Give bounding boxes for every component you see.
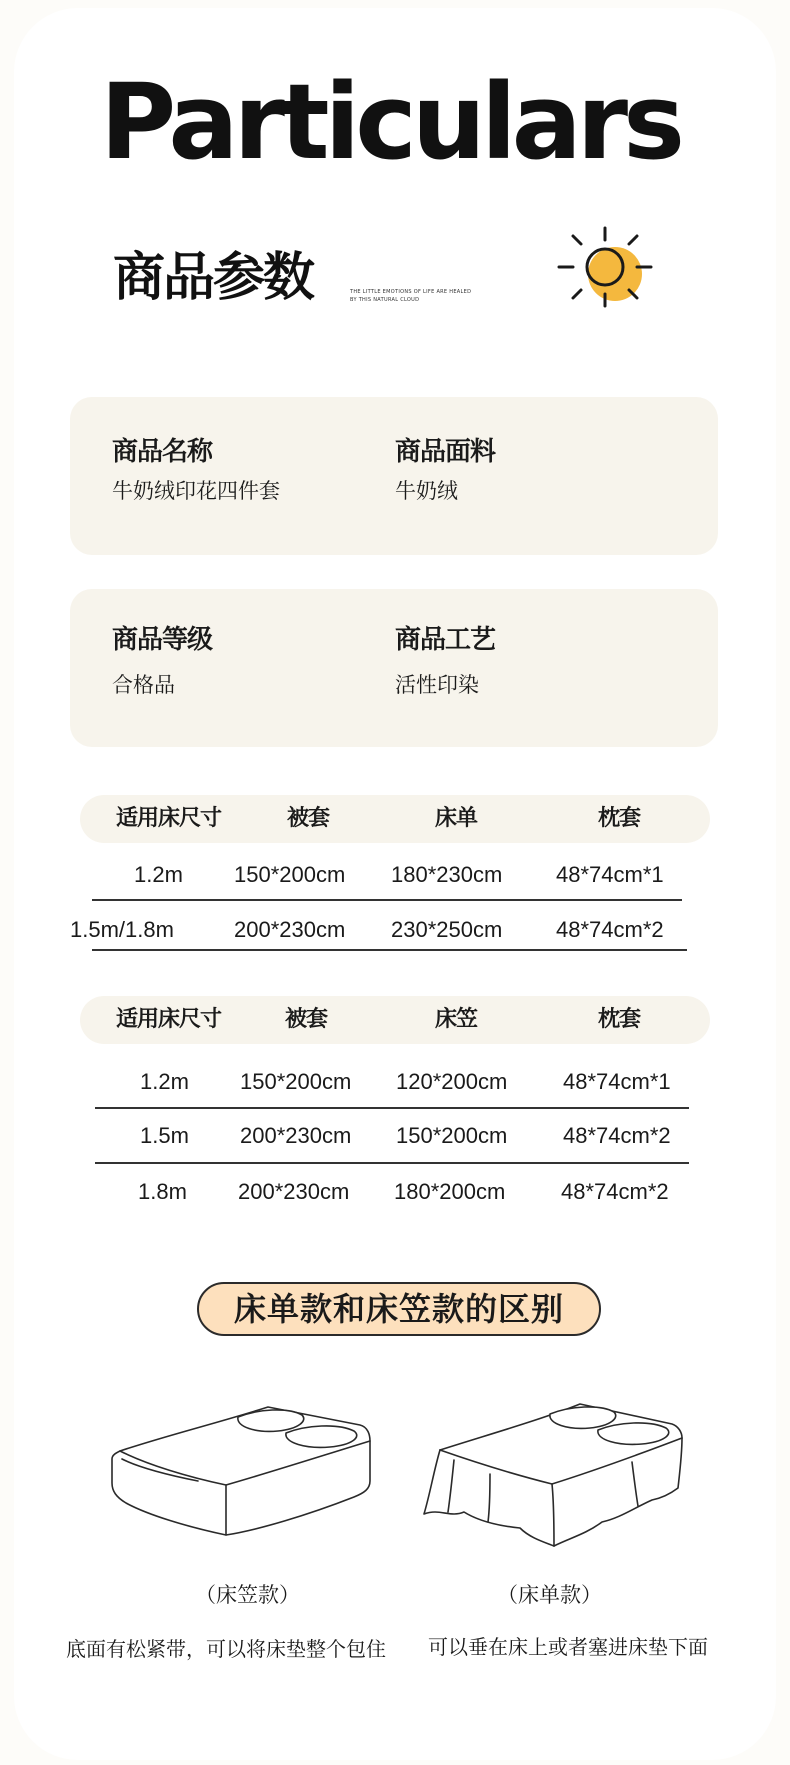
flat-description: 可以垂在床上或者塞进床垫下面 (428, 1635, 708, 1659)
cell-duvet: 200*230cm (234, 917, 346, 942)
cell-pillowcase: 48*74cm*2 (561, 1179, 669, 1204)
sun-icon (555, 222, 665, 312)
tagline (350, 288, 500, 304)
cell-pillowcase: 48*74cm*1 (563, 1069, 671, 1094)
section-title: 商品参数 (113, 248, 314, 308)
col-pillowcase: 枕套 (598, 1007, 641, 1032)
cell-size: 1.8m (138, 1179, 187, 1204)
row-divider (92, 899, 682, 901)
flat-caption: （床单款） (497, 1583, 602, 1607)
col-pillowcase: 枕套 (598, 806, 641, 831)
cell-size: 1.2m (134, 862, 183, 887)
product-name-value: 牛奶绒印花四件套 (112, 479, 280, 503)
info-box-name-fabric (70, 397, 718, 555)
row-divider (95, 1107, 689, 1109)
flat-bed-illustration (420, 1390, 690, 1550)
cell-pillowcase: 48*74cm*2 (563, 1123, 671, 1148)
fabric-label: 商品面料 (395, 437, 496, 467)
fabric-value: 牛奶绒 (395, 479, 458, 503)
fitted-description: 底面有松紧带，可以将床垫整个包住 (66, 1637, 386, 1661)
cell-duvet: 150*200cm (234, 862, 346, 887)
cell-size: 1.5m/1.8m (70, 917, 174, 942)
process-value: 活性印染 (395, 673, 479, 697)
sheet-table-header (80, 795, 710, 843)
cell-pillowcase: 48*74cm*1 (556, 862, 664, 887)
fitted-caption: （床笠款） (195, 1583, 300, 1607)
col-duvet: 被套 (287, 806, 330, 831)
grade-label: 商品等级 (112, 625, 213, 655)
fitted-bed-illustration (108, 1395, 378, 1545)
cell-fitted-sheet: 150*200cm (396, 1123, 508, 1148)
cell-duvet: 200*230cm (238, 1179, 350, 1204)
info-box-grade-process (70, 589, 718, 747)
page-title: Particulars (100, 61, 680, 183)
row-divider (95, 1162, 689, 1164)
col-fitted-sheet: 床笠 (435, 1007, 478, 1032)
difference-title-badge: 床单款和床笠款的区别 (197, 1282, 601, 1336)
cell-pillowcase: 48*74cm*2 (556, 917, 664, 942)
product-name-label: 商品名称 (112, 437, 213, 467)
cell-size: 1.5m (140, 1123, 189, 1148)
cell-duvet: 150*200cm (240, 1069, 352, 1094)
tagline-line-2: BY THIS NATURAL CLOUD (350, 297, 420, 303)
fitted-table-header (80, 996, 710, 1044)
cell-duvet: 200*230cm (240, 1123, 352, 1148)
col-sheet: 床单 (435, 806, 478, 831)
col-bed-size: 适用床尺寸 (116, 806, 222, 831)
cell-size: 1.2m (140, 1069, 189, 1094)
process-label: 商品工艺 (395, 625, 496, 655)
col-duvet: 被套 (285, 1007, 328, 1032)
cell-fitted-sheet: 180*200cm (394, 1179, 506, 1204)
cell-fitted-sheet: 120*200cm (396, 1069, 508, 1094)
cell-sheet: 230*250cm (391, 917, 503, 942)
col-bed-size: 适用床尺寸 (116, 1007, 222, 1032)
grade-value: 合格品 (112, 673, 175, 697)
tagline-line-1: THE LITTLE EMOTIONS OF LIFE ARE HEALED (350, 289, 472, 295)
cell-sheet: 180*230cm (391, 862, 503, 887)
row-divider (92, 949, 687, 951)
